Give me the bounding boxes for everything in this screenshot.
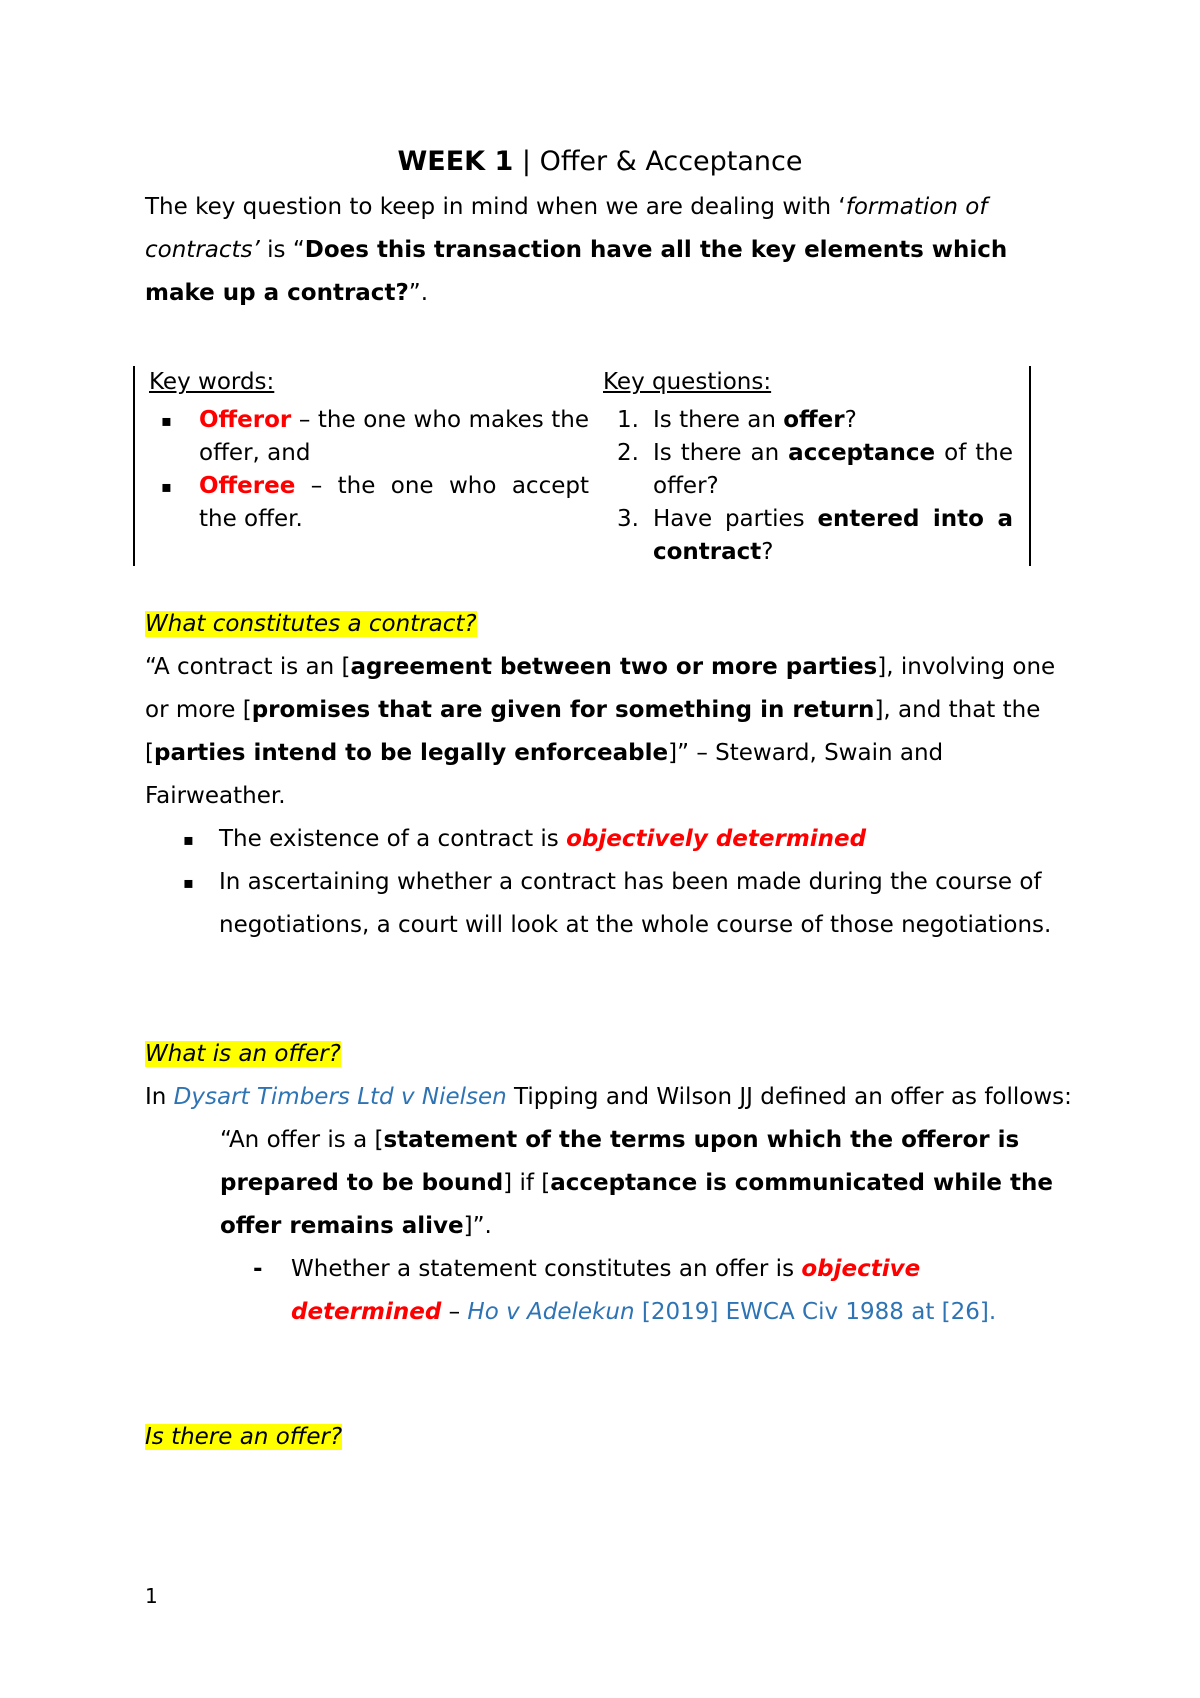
paragraph-text: In: [145, 1084, 174, 1110]
quote-bold: acceptance is communicated while the offer remains alive: [220, 1170, 1053, 1239]
question-text: ?: [844, 407, 857, 433]
intro-key-question: Does this transaction have all the key elements which make up a contract?: [145, 237, 1008, 306]
page-number: 1: [145, 1584, 158, 1608]
title-topic: Offer & Acceptance: [539, 146, 803, 177]
list-item: [145, 818, 1075, 861]
section-heading: Is there an offer?: [145, 1424, 343, 1450]
intro-text: is “: [259, 237, 305, 263]
quote-text: “An offer is a [: [220, 1127, 384, 1153]
bullet-emphasis: objectively determined: [566, 826, 867, 852]
offer-paragraph: [145, 1076, 1075, 1119]
quote-text: ], and that the [: [145, 697, 1041, 766]
bullet-icon: ▪: [161, 477, 172, 496]
list-text: Whether a statement constitutes an offer is: [291, 1256, 802, 1282]
intro-italic: formation of contracts’: [145, 194, 988, 263]
list-emphasis: objective determined: [291, 1256, 921, 1325]
dash-marker: -: [253, 1256, 263, 1282]
page-title: [0, 144, 1200, 180]
term-offeror: Offeror: [199, 407, 292, 433]
list-item: [149, 470, 589, 536]
quote-text: ], involving one or more [: [145, 654, 1056, 723]
definition-quote: [145, 646, 1075, 818]
bullet-icon: ▪: [183, 873, 194, 892]
quote-text: ]”.: [463, 1213, 492, 1239]
question-bold: entered into a contract: [653, 506, 1013, 565]
quote-text: ]” – Steward, Swain and Fairweather.: [145, 740, 944, 809]
list-item: [603, 404, 1013, 437]
case-name: Dysart Timbers Ltd v Nielsen: [173, 1084, 507, 1110]
question-text: ?: [761, 539, 774, 565]
list-number: 2.: [617, 440, 639, 466]
bullet-text: The existence of a contract is: [219, 826, 567, 852]
key-box: [133, 366, 1031, 566]
title-separator: |: [513, 146, 540, 177]
section-offer: [145, 1033, 1075, 1334]
quote-bold: parties intend to be legally enforceable: [153, 740, 669, 766]
intro-text: ”.: [408, 280, 429, 306]
section-is-there-offer: [145, 1416, 1075, 1459]
list-item: [149, 404, 589, 470]
key-words-column: [149, 366, 589, 536]
key-questions-heading: Key questions:: [603, 369, 772, 395]
list-item: [603, 437, 1013, 503]
bullet-text: In ascertaining whether a contract has been made during the course of negotiations, a court will look at the whole course of those negotiations.: [219, 869, 1052, 938]
question-text: Is there an: [653, 440, 789, 466]
term-description: – the one who accept the offer.: [199, 473, 589, 532]
list-item: [145, 861, 1075, 947]
paragraph-text: Tipping and Wilson JJ defined an offer as follows:: [506, 1084, 1072, 1110]
term-description: – the one who makes the offer, and: [199, 407, 589, 466]
list-item: [603, 503, 1013, 569]
intro-paragraph: [145, 186, 1065, 315]
question-text: Have parties: [653, 506, 818, 532]
list-number: 3.: [617, 506, 639, 532]
title-week: WEEK 1: [397, 146, 514, 177]
case-name: Ho v Adelekun: [467, 1299, 635, 1325]
list-text: –: [441, 1299, 468, 1325]
bullet-icon: ▪: [183, 830, 194, 849]
quote-bold: agreement between two or more parties: [350, 654, 878, 680]
quote-bold: promises that are given for something in return: [251, 697, 875, 723]
question-bold: offer: [783, 407, 845, 433]
quote-text: “A contract is an [: [145, 654, 351, 680]
key-words-heading: Key words:: [149, 369, 275, 395]
list-number: 1.: [617, 407, 639, 433]
question-text: Is there an: [653, 407, 784, 433]
bullet-icon: ▪: [161, 411, 172, 430]
intro-text: The key question to keep in mind when we are dealing with ‘: [145, 194, 846, 220]
offer-definition-quote: [145, 1119, 1075, 1248]
question-bold: acceptance: [788, 440, 936, 466]
case-citation: [2019] EWCA Civ 1988 at [26].: [634, 1299, 997, 1325]
key-questions-column: [603, 366, 1013, 569]
quote-bold: statement of the terms upon which the offeror is prepared to be bound: [220, 1127, 1020, 1196]
section-contract: [145, 603, 1075, 947]
section-heading: What constitutes a contract?: [145, 611, 477, 637]
question-text: of the offer?: [653, 440, 1013, 499]
quote-text: ] if [: [503, 1170, 551, 1196]
term-offeree: Offeree: [199, 473, 296, 499]
section-heading: What is an offer?: [145, 1041, 341, 1067]
list-item: [145, 1248, 1075, 1334]
